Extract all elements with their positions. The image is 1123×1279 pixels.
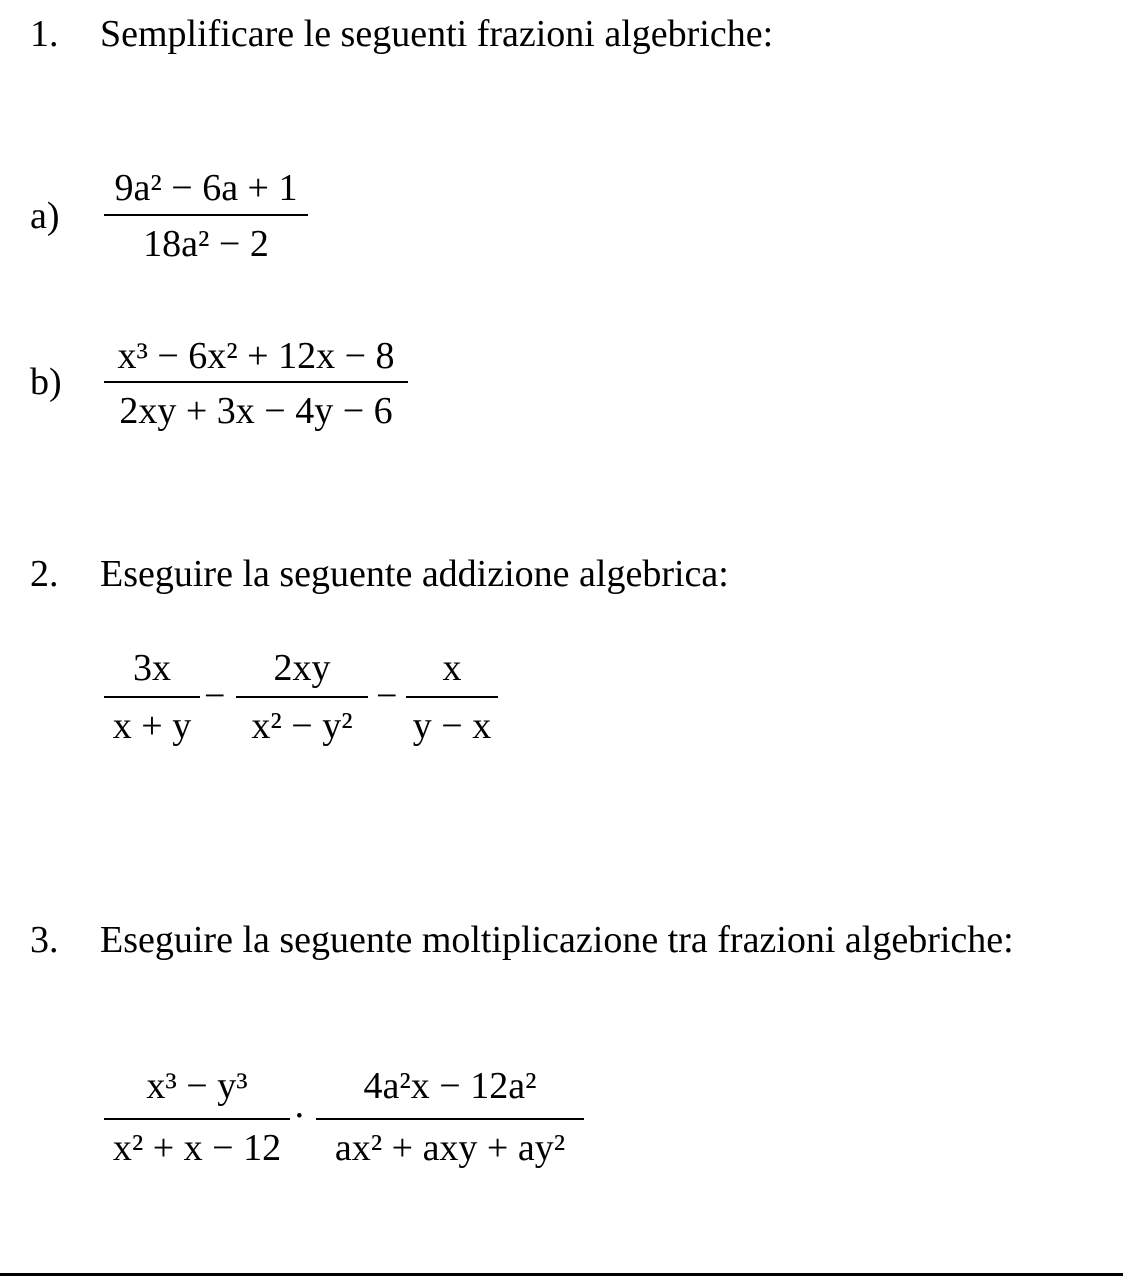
product-term-1-denominator: x² + x − 12 bbox=[112, 1127, 282, 1169]
item-a-label: a) bbox=[30, 195, 60, 237]
addition-term-2-numerator: 2xy bbox=[273, 647, 331, 689]
addition-term-3-denominator: y − x bbox=[412, 705, 492, 747]
exercise-2-number: 2. bbox=[30, 553, 59, 595]
addition-operator-1: − bbox=[204, 675, 226, 717]
addition-term-2-denominator: x² − y² bbox=[251, 705, 353, 747]
addition-term-1 bbox=[104, 646, 200, 750]
fraction-a-denominator: 18a² − 2 bbox=[143, 223, 269, 265]
exercise-3-heading bbox=[30, 918, 1014, 962]
addition-term-3-bar bbox=[406, 696, 498, 698]
exercise-1-number: 1. bbox=[30, 13, 59, 55]
item-b-label: b) bbox=[30, 361, 62, 403]
addition-term-1-numerator: 3x bbox=[133, 647, 171, 689]
exercise-1-heading bbox=[30, 12, 773, 56]
exercise-1-title: Semplificare le seguenti frazioni algebriche: bbox=[100, 13, 774, 55]
fraction-a bbox=[104, 166, 308, 270]
product-term-1-numerator: x³ − y³ bbox=[146, 1065, 248, 1107]
exercise-2-title: Eseguire la seguente addizione algebrica: bbox=[100, 553, 729, 595]
fraction-a-bar bbox=[104, 214, 308, 216]
addition-term-3-numerator: x bbox=[442, 647, 462, 689]
fraction-a-numerator: 9a² − 6a + 1 bbox=[114, 167, 298, 209]
addition-term-3 bbox=[406, 646, 498, 750]
fraction-b-denominator: 2xy + 3x − 4y − 6 bbox=[119, 390, 393, 432]
product-term-1-bar bbox=[104, 1118, 290, 1120]
product-term-2-denominator: ax² + axy + ay² bbox=[334, 1127, 566, 1169]
exercise-2-heading bbox=[30, 552, 729, 596]
addition-term-1-denominator: x + y bbox=[112, 705, 192, 747]
product-term-2-bar bbox=[316, 1118, 584, 1120]
addition-operator-2: − bbox=[376, 675, 398, 717]
exercise-3-number: 3. bbox=[30, 919, 59, 961]
fraction-b bbox=[104, 334, 408, 438]
addition-term-2 bbox=[236, 646, 368, 750]
fraction-b-bar bbox=[104, 381, 408, 383]
product-operator: · bbox=[293, 1095, 306, 1137]
product-term-2-numerator: 4a²x − 12a² bbox=[363, 1065, 537, 1107]
exercise-3-title: Eseguire la seguente moltiplicazione tra frazioni algebriche: bbox=[100, 919, 1014, 961]
bottom-rule bbox=[0, 1273, 1123, 1276]
product-term-2 bbox=[316, 1064, 584, 1168]
fraction-b-numerator: x³ − 6x² + 12x − 8 bbox=[117, 335, 395, 377]
product-term-1 bbox=[104, 1064, 290, 1168]
addition-term-1-bar bbox=[104, 696, 200, 698]
addition-term-2-bar bbox=[236, 696, 368, 698]
